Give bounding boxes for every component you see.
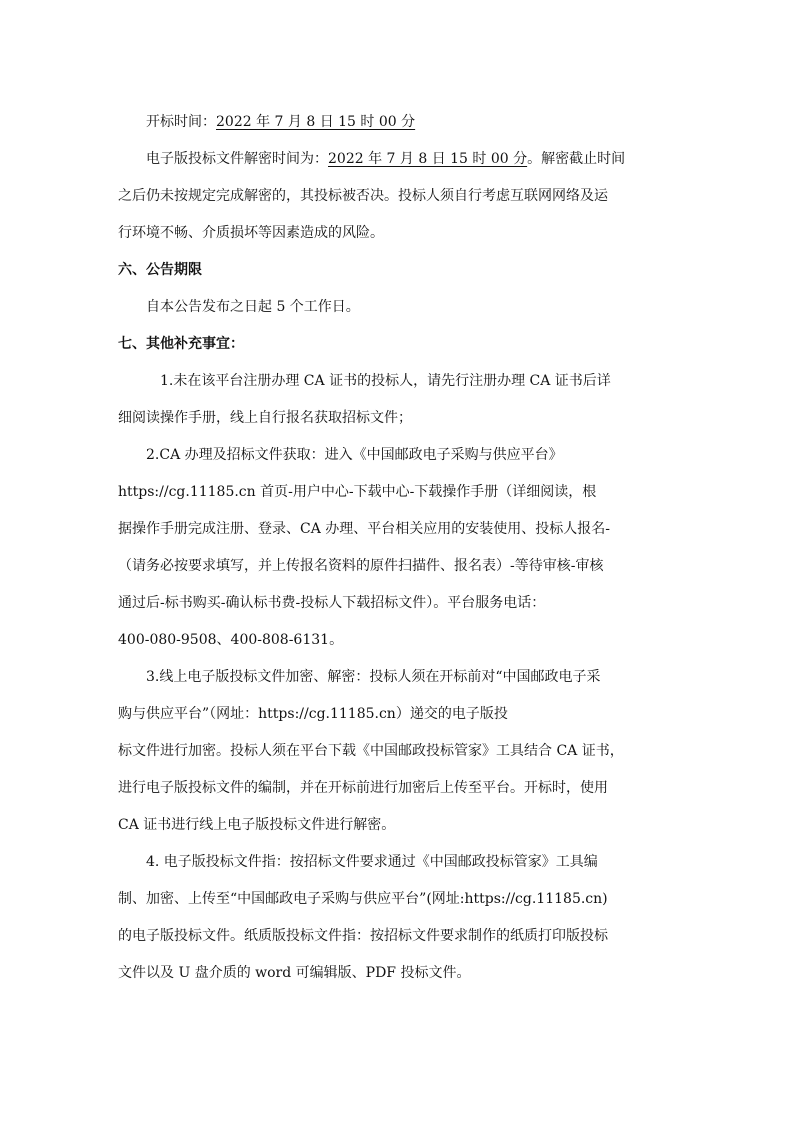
item-2-line-1: 2.CA 办理及招标文件获取：进入《中国邮政电子采购与供应平台》 — [146, 447, 563, 463]
item-1-line-2: 细阅读操作手册，线上自行报名获取招标文件； — [118, 410, 412, 426]
item-3-line-5: CA 证书进行线上电子版投标文件进行解密。 — [118, 817, 396, 833]
section-6-text — [118, 289, 688, 326]
item-2-line-4: （请务必按要求填写，并上传报名资料的原件扫描件、报名表）-等待审核-审核 — [118, 558, 604, 574]
item-4-line-2: 制、加密、上传至“中国邮政电子采购与供应平台”(网址:https://cg.11185.cn) — [118, 891, 608, 907]
item-3-line-3: 标文件进行加密。投标人须在平台下载《中国邮政投标管家》工具结合 CA 证书， — [118, 743, 624, 759]
decrypt-time: 2022 年 7 月 8 日 15 时 00 分 — [328, 151, 528, 167]
bid-open-time: 2022 年 7 月 8 日 15 时 00 分 — [216, 114, 416, 130]
item-4-paragraph — [118, 844, 688, 992]
section-7-heading — [118, 326, 688, 363]
item-3-line-2: 购与供应平台”（网址：https://cg.11185.cn）递交的电子版投 — [118, 706, 508, 722]
item-2-line-2: https://cg.11185.cn 首页-用户中心-下载中心-下载操作手册（详细阅读，根 — [118, 484, 597, 500]
item-3-line-1: 3.线上电子版投标文件加密、解密：投标人须在开标前对“中国邮政电子采 — [146, 669, 601, 685]
decrypt-label: 电子版投标文件解密时间为： — [146, 151, 328, 167]
decrypt-note-1: 。解密截止时间 — [527, 151, 626, 167]
item-3-line-4: 进行电子版投标文件的编制，并在开标前进行加密后上传至平台。开标时，使用 — [118, 780, 608, 796]
item-2-line-5: 通过后-标书购买-确认标书费-投标人下载招标文件）。平台服务电话： — [118, 595, 546, 611]
section-6-text-line: 自本公告发布之日起 5 个工作日。 — [146, 299, 360, 315]
section-6-heading-text: 六、公告期限 — [118, 262, 202, 278]
item-4-line-3: 的电子版投标文件。纸质版投标文件指：按招标文件要求制作的纸质打印版投标 — [118, 928, 608, 944]
item-2-paragraph — [118, 437, 688, 659]
decrypt-paragraph — [118, 141, 688, 178]
decrypt-note-2: 之后仍未按规定完成解密的，其投标被否决。投标人须自行考虑互联网网络及运 — [118, 188, 608, 204]
item-3-paragraph — [118, 659, 688, 844]
decrypt-paragraph-cont — [118, 178, 688, 252]
item-2-line-6: 400-080-9508、400-808-6131。 — [118, 632, 344, 648]
section-7-heading-text: 七、其他补充事宜： — [118, 336, 244, 352]
item-1-paragraph — [118, 363, 688, 437]
decrypt-note-3: 行环境不畅、介质损坏等因素造成的风险。 — [118, 225, 384, 241]
bid-open-paragraph — [118, 104, 688, 141]
bid-open-label: 开标时间： — [146, 114, 216, 130]
item-2-line-3: 据操作手册完成注册、登录、CA 办理、平台相关应用的安装使用、投标人报名- — [118, 521, 611, 537]
item-4-line-1: 4. 电子版投标文件指：按招标文件要求通过《中国邮政投标管家》工具编 — [146, 854, 598, 870]
section-6-heading — [118, 252, 688, 289]
item-1-line-1: 1.未在该平台注册办理 CA 证书的投标人，请先行注册办理 CA 证书后详 — [160, 373, 611, 389]
item-4-line-4: 文件以及 U 盘介质的 word 可编辑版、PDF 投标文件。 — [118, 965, 471, 981]
